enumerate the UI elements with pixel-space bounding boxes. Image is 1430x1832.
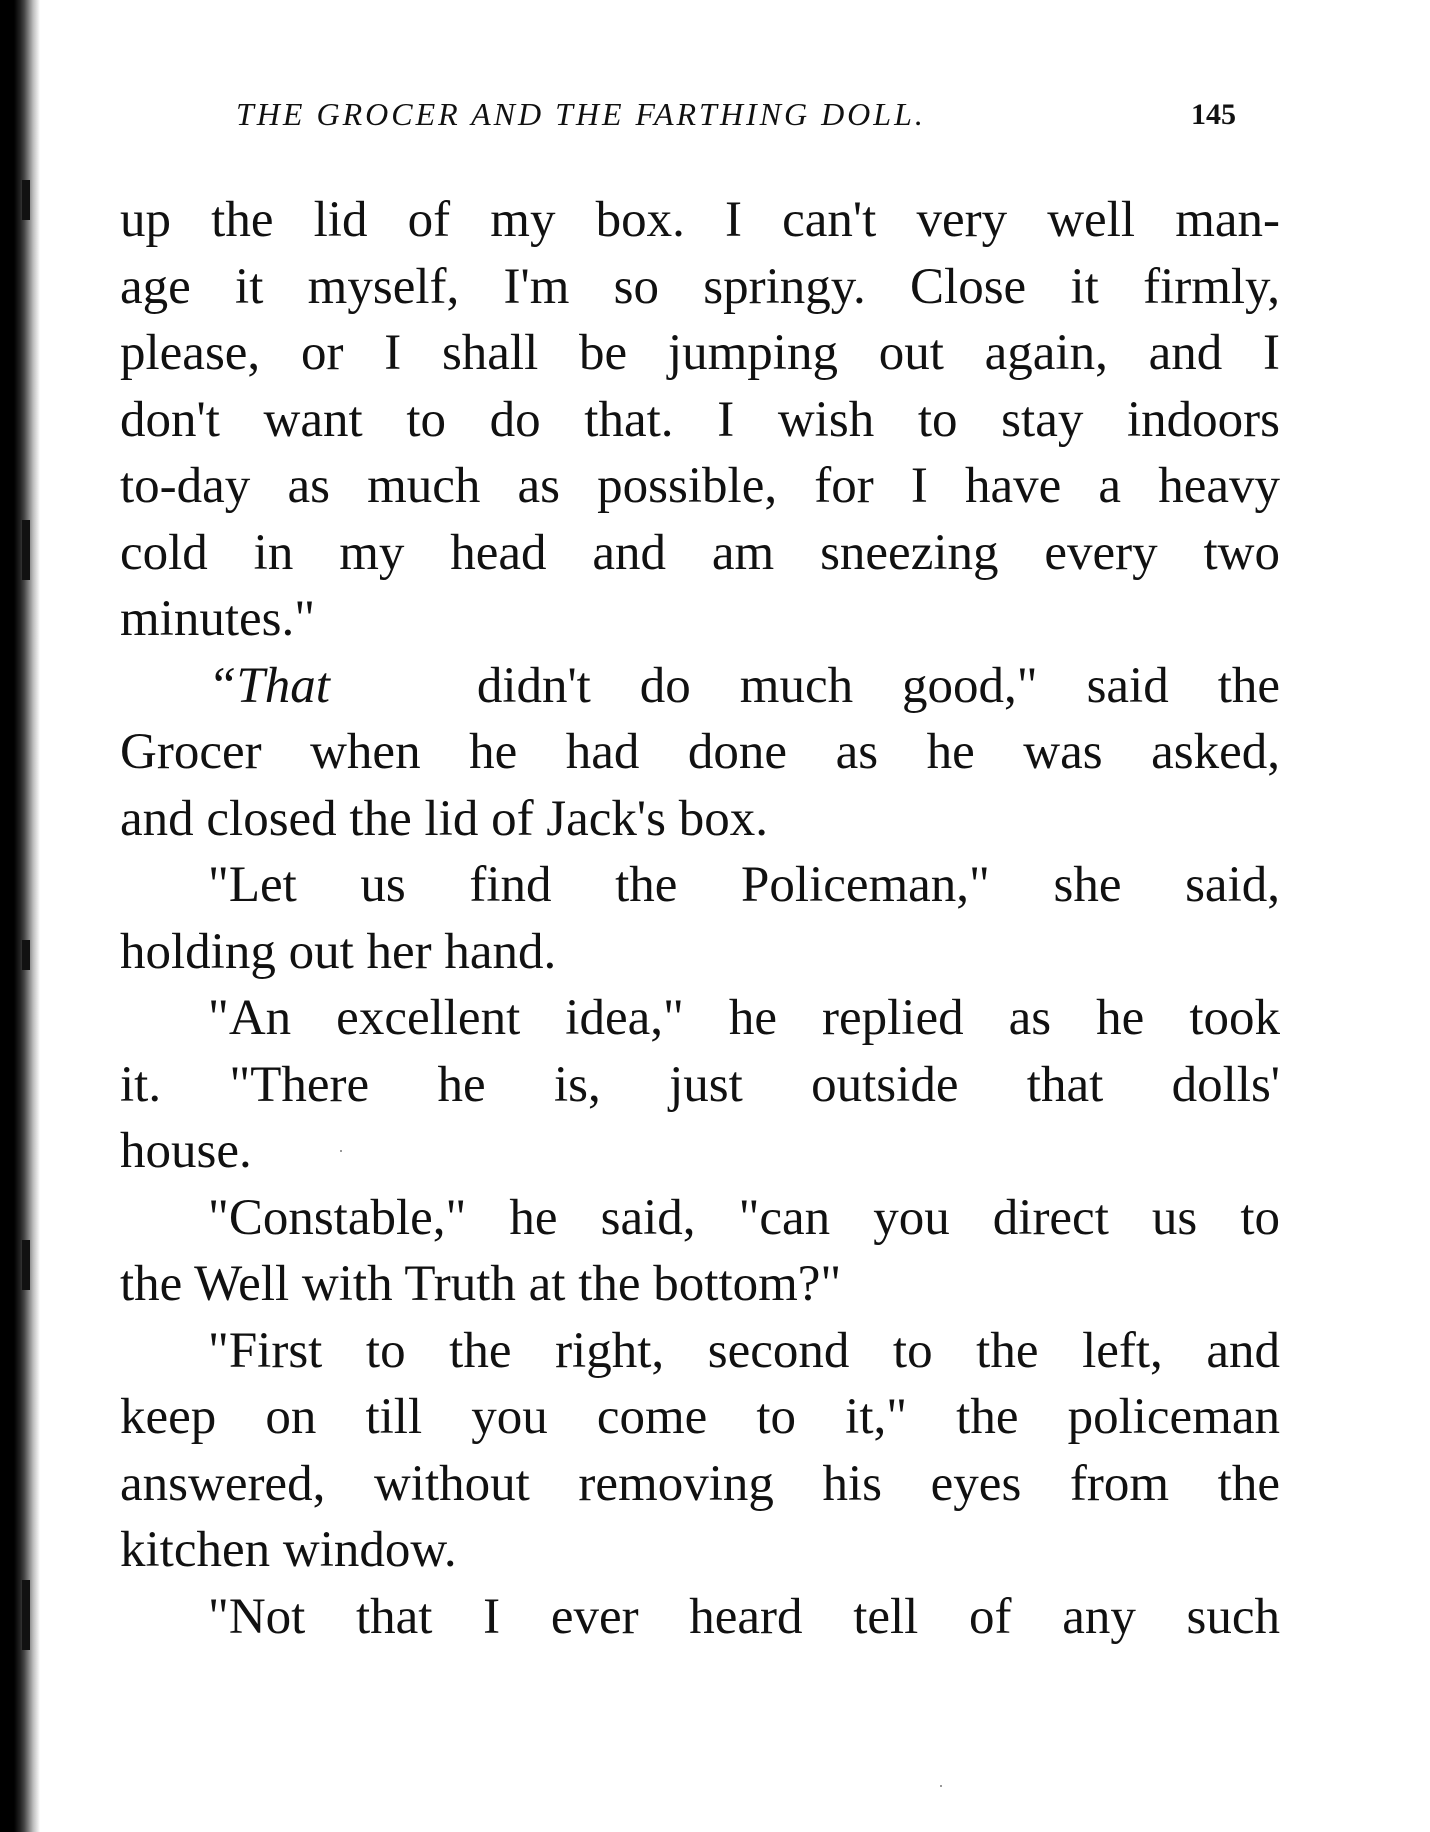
text-line: kitchen window. [120,1522,457,1578]
spine-fleck [22,520,30,580]
text-line: and closed the lid of Jack's box. [120,790,768,847]
page-number: 145 [1191,98,1236,131]
text-line: minutes." [120,591,316,647]
page-header [236,96,1236,146]
text-line: keep on till you come to it," the policeman [120,1389,1280,1445]
text-fragment: didn't do much good," said the [476,657,1280,714]
text-line: answered, without removing his eyes from the [120,1455,1280,1512]
text-line: it. "There he is, just outside that dolls' [120,1056,1280,1113]
spine-fleck [22,940,30,970]
book-spine-shadow [0,0,40,1832]
text-line: "Not that I ever heard tell of any such [208,1588,1280,1645]
text-line-with-italic [120,653,1280,720]
text-line: cold in my head and am sneezing every two [120,524,1280,581]
spine-fleck [22,1240,30,1290]
text-line: "First to the right, second to the left, and [208,1322,1280,1379]
text-line: to-day as much as possible, for I have a heavy [120,458,1280,514]
text-line: "An excellent idea," he replied as he took [208,990,1280,1046]
text-line: house. [120,1123,252,1179]
spine-fleck [22,180,30,220]
paper-speck [940,1785,942,1787]
text-line: the Well with Truth at the bottom?" [120,1256,842,1312]
text-line: please, or I shall be jumping out again, and I [120,325,1280,381]
text-line: "Constable," he said, "can you direct us to [208,1189,1280,1246]
text-line: Grocer when he had done as he was asked, [120,724,1280,780]
body-text [120,187,1280,1650]
running-title: THE GROCER AND THE FARTHING DOLL. [236,96,926,132]
text-line: age it myself, I'm so springy. Close it firmly, [120,258,1280,315]
text-line: "Let us find the Policeman," she said, [208,857,1280,913]
paper-speck [340,1150,342,1152]
spine-fleck [22,1580,30,1650]
text-line: up the lid of my box. I can't very well man- [120,192,1280,248]
italic-word: “That [208,657,330,714]
text-line: don't want to do that. I wish to stay indoors [120,391,1280,448]
text-line: holding out her hand. [120,923,557,980]
